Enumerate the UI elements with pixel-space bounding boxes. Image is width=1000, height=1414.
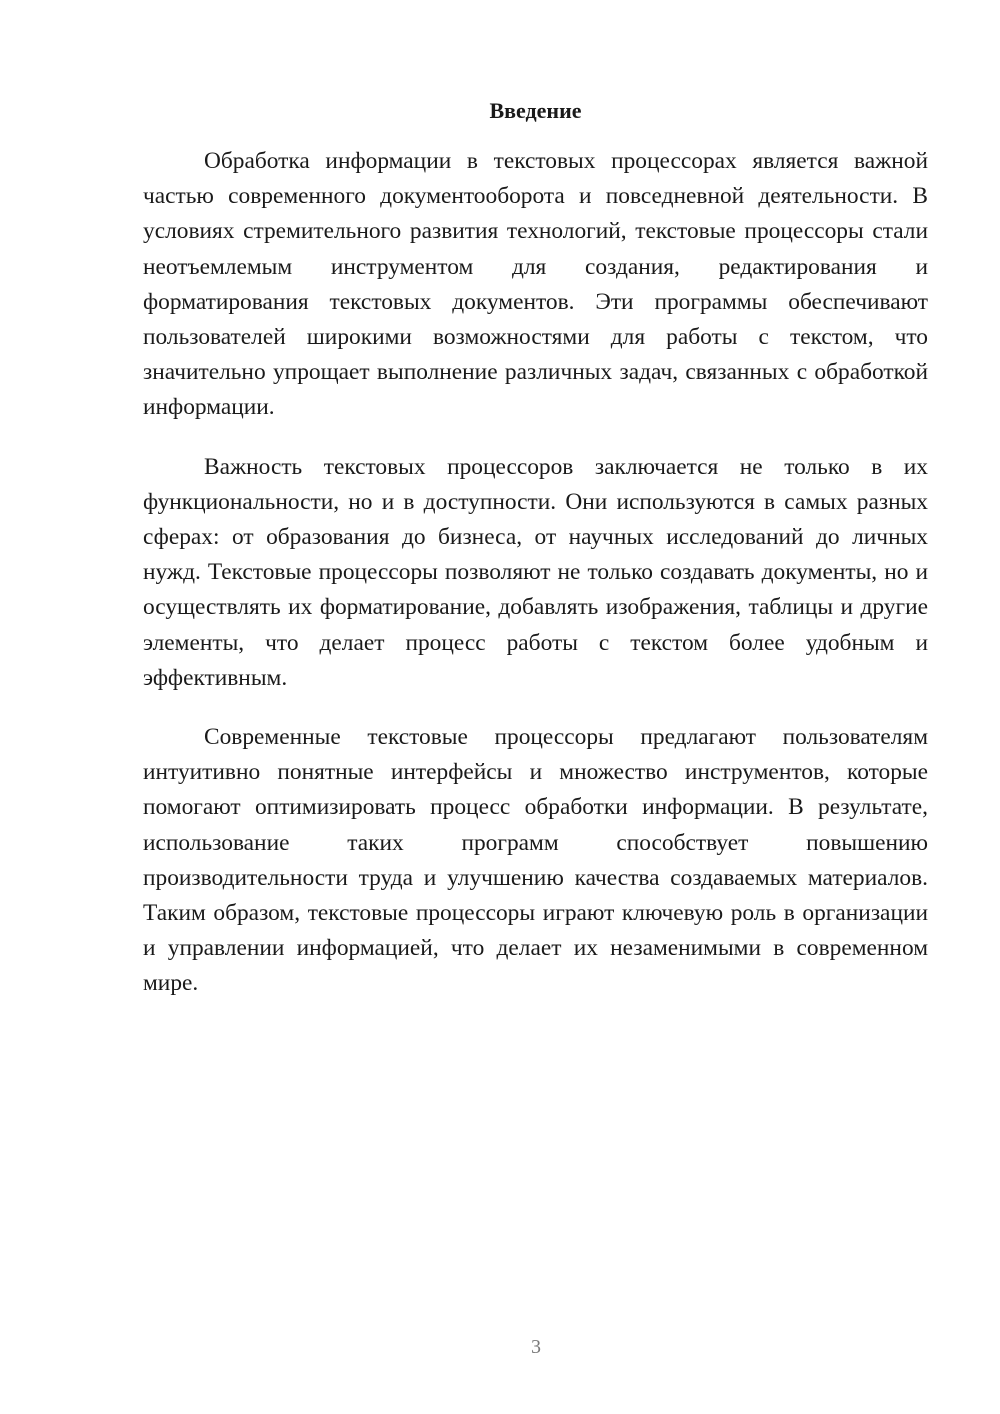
paragraph-3: Современные текстовые процессоры предлагают пользователям интуитивно понятные интерфейсы и множество инструментов, которые помогают оптимизировать процесс обработки информации. В результате, использование таких программ способствует повышению производительности труда и улучшению качества создаваемых материалов. Таким образом, текстовые процессоры играют ключевую роль в организации и управлении информацией, что делает их незаменимыми в современном мире.	[143, 724, 928, 997]
paragraph-2: Важность текстовых процессоров заключается не только в их функциональности, но и в доступности. Они используются в самых разных сферах: от образования до бизнеса, от научных исследований до личных нужд. Текстовые процессоры позволяют не только создавать документы, но и осуществлять их форматирование, добавлять изображения, таблицы и другие элементы, что делает процесс работы с текстом более удобным и эффективным.	[143, 453, 928, 691]
paragraph-1: Обработка информации в текстовых процессорах является важной частью современного документооборота и повседневной деятельности. В условиях стремительного развития технологий, текстовые процессоры стали неотъемлемым инструментом для создания, редактирования и форматирования текстовых документов. Эти программы обеспечивают пользователей широкими возможностями для работы с текстом, что значительно упрощает выполнение различных задач, связанных с обработкой информации.	[143, 148, 928, 421]
page-number: 3	[531, 1336, 541, 1358]
page-content	[143, 96, 928, 1002]
section-heading: Введение	[489, 98, 582, 123]
